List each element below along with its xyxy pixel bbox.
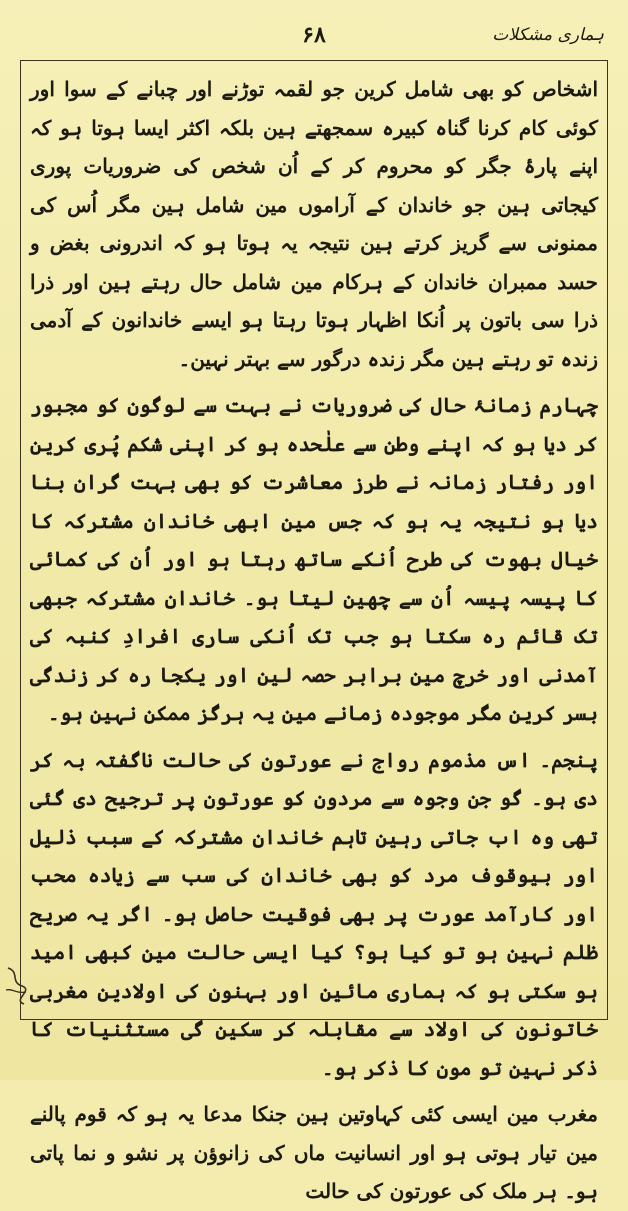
- page-header: [24, 18, 604, 54]
- page-number: ۶۸: [302, 22, 326, 48]
- body-text: [30, 70, 598, 1203]
- paragraph: مغرب مین ایسی کئی کہاوتین ہین جنکا مدعا یہ ہو کہ قوم پالنے مین تیار ہوتی ہو اور انسانیت ماں کی زانوؤن پر نشو و نما پاتی ہو۔ ہر ملک کی عورتون کی حالت: [30, 1102, 598, 1203]
- paragraph: پنجم۔ اس مذموم رواج نے عورتون کی حالت ناگفتہ بہ کر دی ہو۔ گو جن وجوہ سے مردون کو عورتون پر ترجیح دی گئی تھی وہ اب جاتی رہین تاہم خاندان مشترکہ کے سبب ذلیل اور بیوقوف مرد کو بھی خاندان کی سب سے زیادہ محب اور کارآمد عورت پر بھی فوقیت حاصل ہو۔ اگر یہ صریح ظلم نہین ہو تو کیا ہو؟ کیا ایسی حالت مین کبھی امید ہو سکتی ہو کہ ہماری مائین اور بہنون کی اولادین مغربی خاتونون کی اولاد سے مقابلہ کر سکین گی مستثنیات کا ذکر نہین تو مون کا ذکر ہو۔: [30, 747, 598, 1080]
- paragraph: اشخاص کو بھی شامل کرین جو لقمہ توڑنے اور چبانے کے سوا اور کوئی کام کرنا گناہ کبیرہ سمجھتے ہین بلکہ اکثر ایسا ہوتا ہو کہ اپنے پارۂ جگر کو محروم کر کے اُن شخص کی ضروریات پوری کیجاتی ہین جو خاندان کے آراموں مین شامل ہین مگر اُس کی ممنونی سے گریز کرتے ہین نتیجہ یہ ہوتا ہو کہ اندرونی بغض و حسد ممبران خاندان کے ہرکام مین شامل حال رہتے ہین اور ذرا ذرا سی باتون پر اُنکا اظہار ہوتا رہتا ہو ایسے خاندانون کے آدمی زندہ تو رہتے ہین مگر زندہ درگور سے بہتر نہین۔: [30, 77, 598, 371]
- running-title: ہماری مشکلات: [492, 25, 604, 45]
- handwritten-mark: [2, 960, 32, 1010]
- paragraph: چہارم زمانۂ حال کی ضروریات نے بہت سے لوگون کو مجبور کر دیا ہو کہ اپنے وطن سے علٰحدہ ہو کر اپنی شکم پُری کرین اور رفتار زمانہ نے طرز معاشرت کو بھی بہت گران بنا دیا ہو نتیجہ یہ ہو کہ جس مین ابھی خاندان مشترکہ کا خیال بھوت کی طرح اُنکے ساتھ رہتا ہو اور اُن کی کمائی کا پیسہ پیسہ اُن سے چھین لیتا ہو۔ خاندان مشترکہ جبھی تک قائم رہ سکتا ہو جب تک اُنکی ساری افرادِ کنبہ کی آمدنی اور خرچ مین برابر حصہ لین اور یکجا رہ کر زندگی بسر کرین مگر موجودہ زمانے مین یہ ہرگز ممکن نہین ہو۔: [30, 393, 598, 725]
